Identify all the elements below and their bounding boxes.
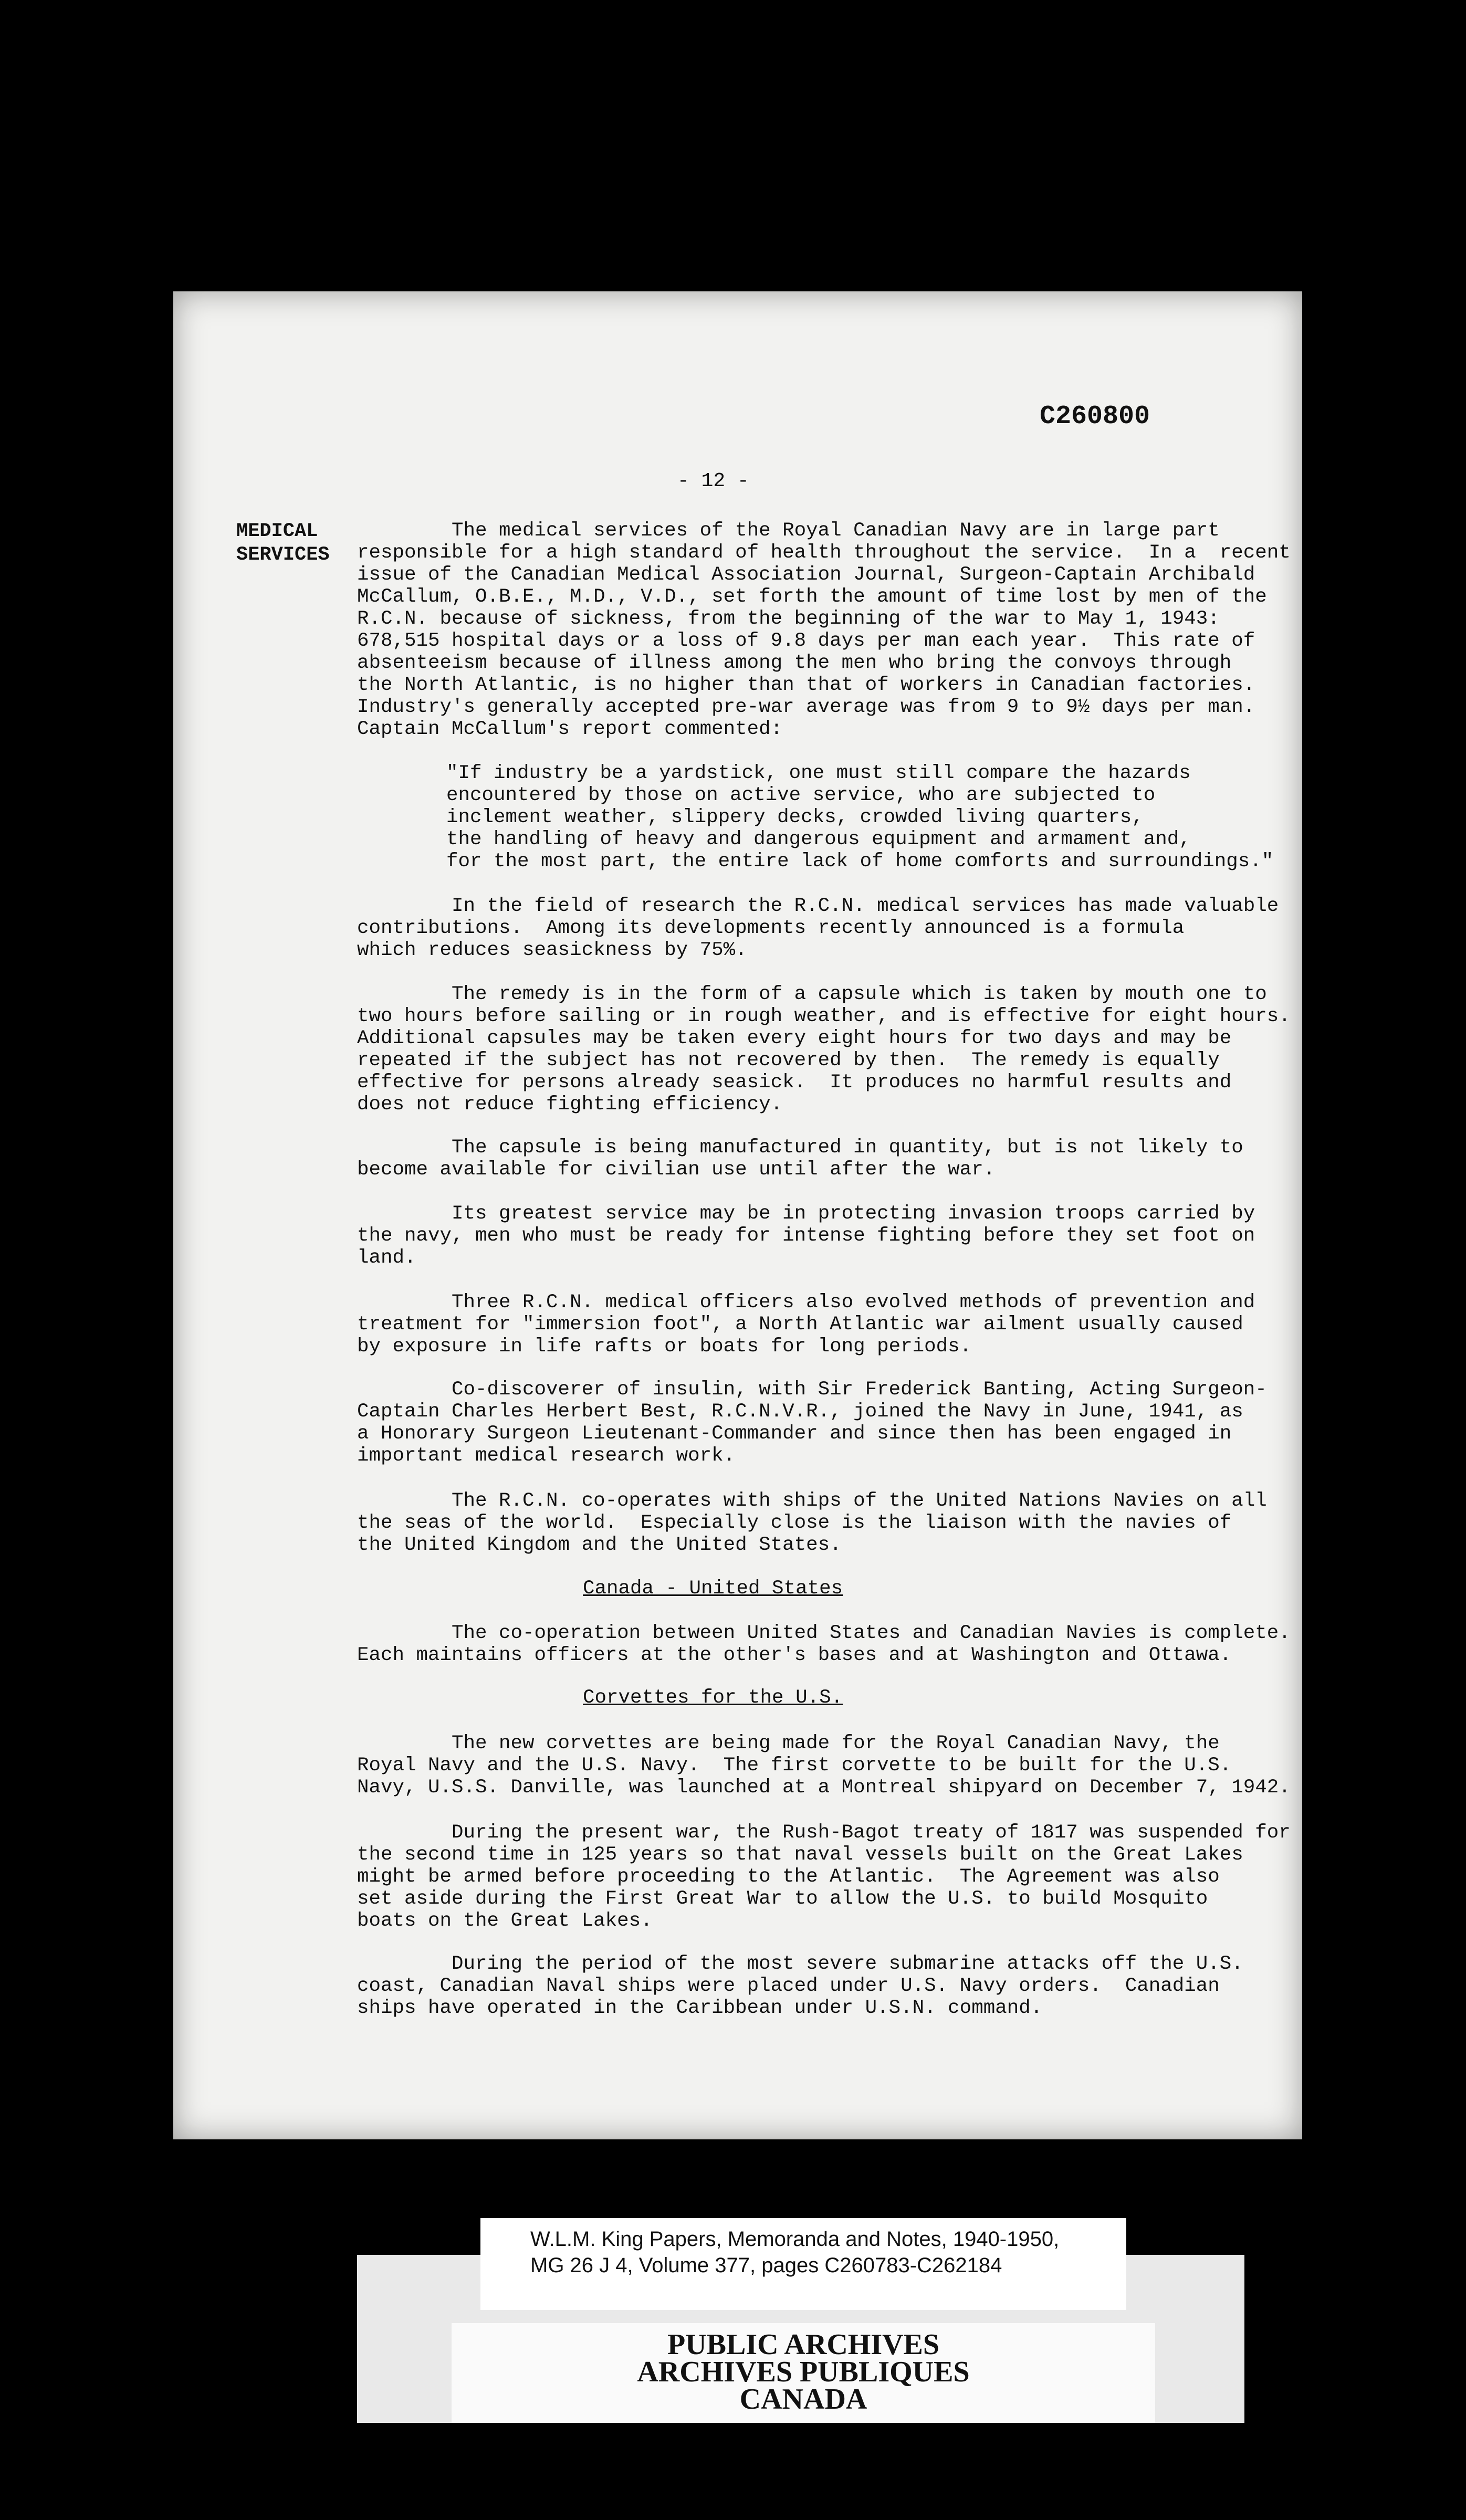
page-number: - 12 - (677, 470, 749, 492)
paragraph-rush-bagot: During the present war, the Rush-Bagot treaty of 1817 was suspended the second time in 125 years so that naval vessels built on the Great Lakes might be armed before proceeding to the Atlantic. The Agreement was also set aside during the First Great War to allow the U.S. to build Mosquito boats on the Great Lakes. (357, 1822, 1243, 1932)
paragraph-research: In the field of research the R.C.N. medical services has made valuable contributions. Among its developments recently announced is a formula which reduces seasickness by 75%. (357, 895, 1279, 961)
archive-stamp-line-2: ARCHIVES PUBLIQUES (637, 2356, 970, 2388)
paragraph-cooperation: The R.C.N. co-operates with ships of the United Nations Navies on the seas of the world. Especially close is the liaison with the navies of the United Kingdom and the United States. (357, 1490, 1232, 1556)
archive-stamp-text (452, 2328, 1155, 2416)
document-id-stamp: C260800 (1040, 402, 1150, 432)
heading-corvettes: Corvettes for the U.S. (583, 1687, 843, 1709)
margin-heading-line-1: MEDICAL (236, 520, 318, 542)
archive-stamp-line-3: CANADA (739, 2383, 867, 2416)
paragraph-corvettes: The new corvettes are being made for the Royal Canadian Navy, the Royal Navy and the U.S. Navy. The first corvette to be built for the U.S. Navy, U.S.S. Danville, was launched at a Montreal shipyard on December 7, (357, 1732, 1232, 1799)
paragraph-submarine: During the period of the most severe submarine attacks off the U.S. coast, Canadian Naval ships were placed under U.S. Navy orders. Canadian ships have operated in the Caribbean under U.S.N. command. (357, 1953, 1243, 2019)
paragraph-greatest-service: Its greatest service may be in protecting invasion troops carried the navy, men who must be ready for intense fighting before they set foot land. (357, 1203, 1220, 1269)
paragraph-insulin: Co-discoverer of insulin, with Sir Frederick Banting, Acting Surgeon- Captain Charles Herbert Best, R.C.N.V.R., joined the Navy in June, 1941, as a Honorary Surgeon Lieutenant-Commander and since then has been engaged in important medical research work. (357, 1379, 1267, 1467)
margin-heading (236, 520, 330, 567)
citation-line-1: W.L.M. King Papers, Memoranda and Notes, 1940-1950, (530, 2228, 1060, 2251)
quote-mccallum: "If industry be a yardstick, one must still compare the hazards encountered by those on active service, who are subjected to inclement weather, slippery decks, crowded living quarters, the handling of heavy and dangerous equipment and armament and, for the most part, the entire lack of home comforts and surroundings." (446, 762, 1274, 873)
paragraph-remedy: The remedy is in the form of a capsule which is taken by mouth one two hours before sailing or in rough weather, and is effective for eight Additional capsules may be taken every eight hours for two days and may be repeated if the subject has not recovered by then. The remedy is equally effective for persons already seasick. It produces no harmful results and does not reduce fighting efficiency. (357, 983, 1232, 1116)
archive-stamp-line-1: PUBLIC ARCHIVES (667, 2328, 940, 2361)
paragraph-medical-services: The medical services of the Royal Canadian Navy are in large part responsible for a high standard of health throughout the service. In a issue of the Canadian Medical Association Journal, Surgeon-Captain Archibald McCallum, O.B.E., M.D., V.D., set forth the amount of time lost by men of R.C.N. because of sickness, from the beginning of the war to May 1, 1943: 678,515 hospital days or a loss of 9.8 days per man each year. This rate absenteeism because of illness among the men who bring the convoys through the North Atlantic, is no higher than that of workers in Canadian factories. Industry's generally accepted pre-war average was from 9 to 9½ days per man. Captain McCallum's report commented: (357, 520, 1255, 740)
paragraph-immersion-foot: Three R.C.N. medical officers also evolved methods of prevention and treatment for "immersion foot", a North Atlantic war ailment usually caused by exposure in life rafts or boats for long periods. (357, 1292, 1255, 1358)
margin-heading-line-2: SERVICES (236, 544, 330, 566)
paragraph-canada-us: The co-operation between United States and Canadian Navies is complete. Each maintains officers at the other's bases and at Washington and Ottawa. (357, 1622, 1291, 1666)
paragraph-capsule: The capsule is being manufactured in quantity, but is not likely to become available for civilian use until after the war. (357, 1137, 1243, 1181)
citation-text (530, 2226, 1059, 2278)
citation-line-2: MG 26 J 4, Volume 377, pages C260783-C262184 (530, 2254, 1002, 2277)
heading-canada-united-states: Canada - United States (583, 1578, 843, 1600)
